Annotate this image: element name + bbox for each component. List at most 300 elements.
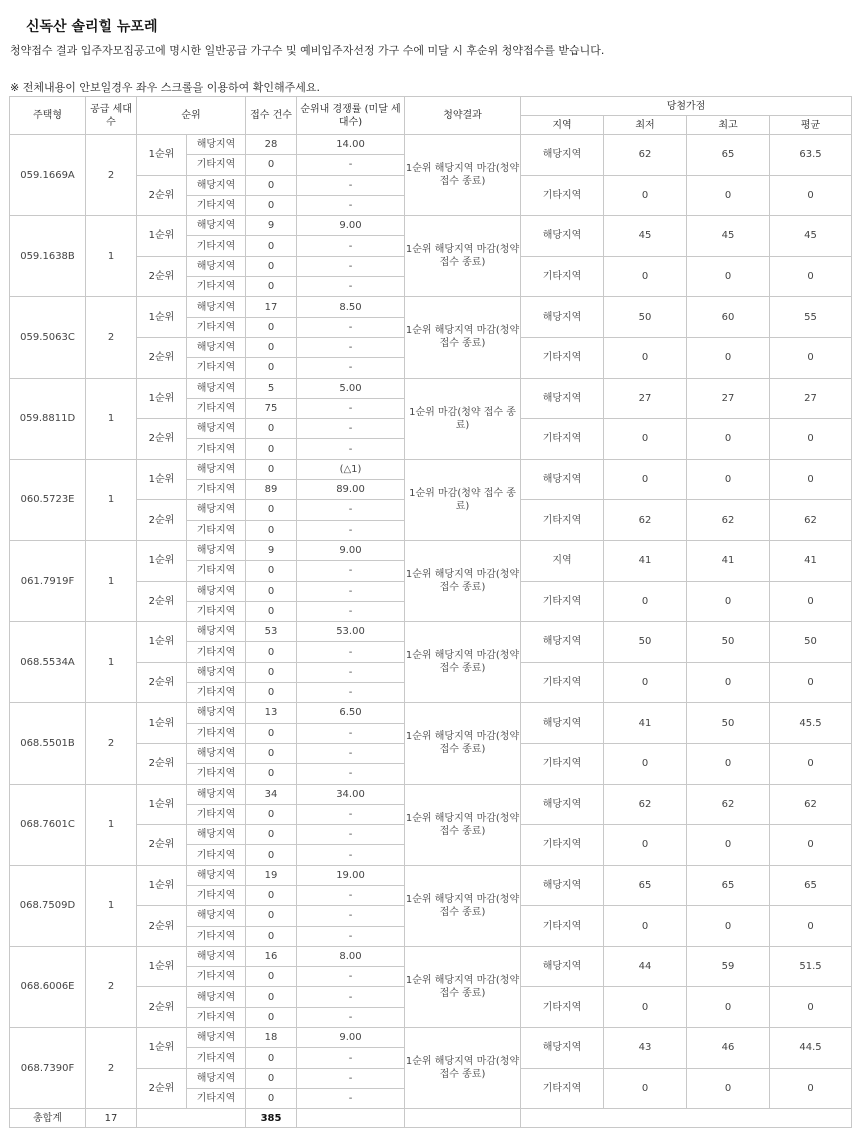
score-max-cell: 59 — [687, 946, 770, 987]
competition-cell: - — [297, 277, 405, 297]
competition-cell: - — [297, 987, 405, 1007]
rank-cell: 2순위 — [137, 987, 187, 1028]
score-max-cell: 0 — [687, 906, 770, 947]
totals-units: 17 — [86, 1109, 137, 1128]
applications-cell: 17 — [246, 297, 297, 317]
result-cell: 1순위 마감(청약 접수 종료) — [405, 459, 521, 540]
score-avg-cell: 62 — [770, 784, 852, 825]
table-row — [10, 540, 852, 560]
score-avg-cell: 45 — [770, 216, 852, 257]
applications-cell: 0 — [246, 195, 297, 215]
score-max-cell: 0 — [687, 459, 770, 500]
supply-units-cell: 2 — [86, 135, 137, 216]
totals-empty-result — [405, 1109, 521, 1128]
rank-cell: 1순위 — [137, 135, 187, 176]
score-region-cell: 해당지역 — [521, 784, 604, 825]
area-cell: 기타지역 — [187, 601, 246, 621]
score-min-cell: 44 — [604, 946, 687, 987]
applications-cell: 0 — [246, 358, 297, 378]
score-avg-cell: 63.5 — [770, 135, 852, 176]
score-min-cell: 0 — [604, 662, 687, 703]
score-min-cell: 41 — [604, 540, 687, 581]
applications-cell: 0 — [246, 277, 297, 297]
applications-cell: 0 — [246, 987, 297, 1007]
competition-cell: - — [297, 337, 405, 357]
header-region: 지역 — [521, 116, 604, 135]
header-house-type: 주택형 — [10, 97, 86, 135]
applications-cell: 0 — [246, 439, 297, 459]
score-min-cell: 0 — [604, 175, 687, 216]
competition-cell: - — [297, 256, 405, 276]
result-cell: 1순위 해당지역 마감(청약 접수 종료) — [405, 540, 521, 621]
score-max-cell: 0 — [687, 175, 770, 216]
area-cell: 기타지역 — [187, 764, 246, 784]
applications-cell: 0 — [246, 723, 297, 743]
house-type-cell: 068.6006E — [10, 946, 86, 1027]
house-type-cell: 068.5501B — [10, 703, 86, 784]
score-avg-cell: 0 — [770, 987, 852, 1028]
header-avg: 평균 — [770, 116, 852, 135]
score-max-cell: 50 — [687, 703, 770, 744]
area-cell: 해당지역 — [187, 825, 246, 845]
area-cell: 기타지역 — [187, 520, 246, 540]
score-region-cell: 기타지역 — [521, 175, 604, 216]
competition-cell: 9.00 — [297, 1028, 405, 1048]
page-description: 청약접수 결과 입주자모집공고에 명시한 일반공급 가구수 및 예비입주자선정 가구 수에 미달 시 후순위 청약접수를 받습니다. — [10, 44, 605, 57]
supply-units-cell: 1 — [86, 459, 137, 540]
applications-cell: 19 — [246, 865, 297, 885]
score-avg-cell: 27 — [770, 378, 852, 419]
area-cell: 해당지역 — [187, 743, 246, 763]
house-type-cell: 068.7390F — [10, 1028, 86, 1109]
competition-cell: 5.00 — [297, 378, 405, 398]
competition-cell: - — [297, 885, 405, 905]
score-min-cell: 43 — [604, 1028, 687, 1069]
applications-cell: 0 — [246, 175, 297, 195]
score-avg-cell: 0 — [770, 743, 852, 784]
score-region-cell: 기타지역 — [521, 987, 604, 1028]
applications-cell: 0 — [246, 743, 297, 763]
area-cell: 해당지역 — [187, 297, 246, 317]
supply-units-cell: 1 — [86, 784, 137, 865]
score-region-cell: 기타지역 — [521, 581, 604, 622]
table-row — [10, 216, 852, 236]
score-max-cell: 0 — [687, 825, 770, 866]
score-min-cell: 0 — [604, 1068, 687, 1109]
table-row — [10, 703, 852, 723]
competition-cell: - — [297, 155, 405, 175]
totals-empty-score — [521, 1109, 852, 1128]
score-avg-cell: 0 — [770, 1068, 852, 1109]
score-avg-cell: 0 — [770, 256, 852, 297]
rank-cell: 1순위 — [137, 378, 187, 419]
score-max-cell: 41 — [687, 540, 770, 581]
competition-cell: 19.00 — [297, 865, 405, 885]
result-cell: 1순위 해당지역 마감(청약 접수 종료) — [405, 946, 521, 1027]
area-cell: 기타지역 — [187, 358, 246, 378]
applications-cell: 28 — [246, 135, 297, 155]
score-avg-cell: 0 — [770, 459, 852, 500]
score-max-cell: 0 — [687, 581, 770, 622]
area-cell: 기타지역 — [187, 723, 246, 743]
score-max-cell: 62 — [687, 784, 770, 825]
totals-row — [10, 1109, 852, 1128]
applications-cell: 0 — [246, 885, 297, 905]
score-region-cell: 기타지역 — [521, 662, 604, 703]
applications-cell: 0 — [246, 419, 297, 439]
area-cell: 해당지역 — [187, 581, 246, 601]
table-row — [10, 459, 852, 479]
competition-cell: - — [297, 804, 405, 824]
score-min-cell: 0 — [604, 906, 687, 947]
competition-cell: - — [297, 642, 405, 662]
competition-cell: 53.00 — [297, 622, 405, 642]
area-cell: 기타지역 — [187, 439, 246, 459]
applications-cell: 13 — [246, 703, 297, 723]
competition-cell: 89.00 — [297, 480, 405, 500]
competition-cell: 8.00 — [297, 946, 405, 966]
area-cell: 해당지역 — [187, 135, 246, 155]
applications-cell: 0 — [246, 845, 297, 865]
applications-cell: 0 — [246, 804, 297, 824]
score-avg-cell: 65 — [770, 865, 852, 906]
score-min-cell: 41 — [604, 703, 687, 744]
score-min-cell: 0 — [604, 419, 687, 460]
applications-cell: 0 — [246, 1007, 297, 1027]
area-cell: 기타지역 — [187, 804, 246, 824]
area-cell: 해당지역 — [187, 784, 246, 804]
result-cell: 1순위 해당지역 마감(청약 접수 종료) — [405, 784, 521, 865]
competition-cell: - — [297, 845, 405, 865]
area-cell: 해당지역 — [187, 216, 246, 236]
table-row — [10, 865, 852, 885]
applications-cell: 0 — [246, 683, 297, 703]
score-avg-cell: 51.5 — [770, 946, 852, 987]
rank-cell: 2순위 — [137, 256, 187, 297]
area-cell: 기타지역 — [187, 317, 246, 337]
rank-cell: 1순위 — [137, 622, 187, 663]
table-row — [10, 297, 852, 317]
scroll-notice: ※ 전체내용이 안보일경우 좌우 스크롤을 이용하여 확인해주세요. — [10, 81, 320, 94]
totals-applications: 385 — [246, 1109, 297, 1128]
score-min-cell: 0 — [604, 337, 687, 378]
area-cell: 기타지역 — [187, 1048, 246, 1068]
applications-cell: 0 — [246, 967, 297, 987]
score-min-cell: 0 — [604, 825, 687, 866]
score-region-cell: 해당지역 — [521, 865, 604, 906]
rank-cell: 2순위 — [137, 337, 187, 378]
competition-cell: - — [297, 906, 405, 926]
applications-cell: 0 — [246, 520, 297, 540]
score-avg-cell: 0 — [770, 906, 852, 947]
score-avg-cell: 0 — [770, 825, 852, 866]
supply-units-cell: 1 — [86, 378, 137, 459]
score-max-cell: 60 — [687, 297, 770, 338]
score-region-cell: 해당지역 — [521, 1028, 604, 1069]
competition-cell: - — [297, 358, 405, 378]
score-region-cell: 해당지역 — [521, 297, 604, 338]
score-max-cell: 0 — [687, 987, 770, 1028]
applications-cell: 0 — [246, 1088, 297, 1108]
competition-cell: - — [297, 236, 405, 256]
area-cell: 해당지역 — [187, 1068, 246, 1088]
applications-cell: 89 — [246, 480, 297, 500]
house-type-cell: 068.5534A — [10, 622, 86, 703]
area-cell: 기타지역 — [187, 926, 246, 946]
rank-cell: 2순위 — [137, 743, 187, 784]
score-region-cell: 해당지역 — [521, 459, 604, 500]
area-cell: 기타지역 — [187, 967, 246, 987]
score-min-cell: 0 — [604, 581, 687, 622]
applications-cell: 0 — [246, 317, 297, 337]
result-cell: 1순위 마감(청약 접수 종료) — [405, 378, 521, 459]
supply-units-cell: 2 — [86, 1028, 137, 1109]
area-cell: 기타지역 — [187, 561, 246, 581]
totals-label: 총합계 — [10, 1109, 86, 1128]
score-avg-cell: 0 — [770, 337, 852, 378]
rank-cell: 2순위 — [137, 581, 187, 622]
subscription-result-table — [9, 96, 852, 1128]
rank-cell: 2순위 — [137, 1068, 187, 1109]
score-min-cell: 0 — [604, 459, 687, 500]
competition-cell: - — [297, 195, 405, 215]
applications-cell: 18 — [246, 1028, 297, 1048]
applications-cell: 0 — [246, 1048, 297, 1068]
applications-cell: 0 — [246, 825, 297, 845]
area-cell: 해당지역 — [187, 865, 246, 885]
score-avg-cell: 0 — [770, 662, 852, 703]
competition-cell: - — [297, 662, 405, 682]
area-cell: 해당지역 — [187, 378, 246, 398]
rank-cell: 2순위 — [137, 825, 187, 866]
header-max: 최고 — [687, 116, 770, 135]
rank-cell: 1순위 — [137, 1028, 187, 1069]
score-min-cell: 62 — [604, 784, 687, 825]
applications-cell: 0 — [246, 601, 297, 621]
house-type-cell: 059.1669A — [10, 135, 86, 216]
competition-cell: - — [297, 500, 405, 520]
applications-cell: 0 — [246, 642, 297, 662]
competition-cell: - — [297, 317, 405, 337]
area-cell: 기타지역 — [187, 277, 246, 297]
competition-cell: (△1) — [297, 459, 405, 479]
score-max-cell: 0 — [687, 662, 770, 703]
score-region-cell: 기타지역 — [521, 337, 604, 378]
competition-cell: - — [297, 561, 405, 581]
area-cell: 해당지역 — [187, 256, 246, 276]
score-max-cell: 27 — [687, 378, 770, 419]
competition-cell: - — [297, 825, 405, 845]
applications-cell: 5 — [246, 378, 297, 398]
competition-cell: 14.00 — [297, 135, 405, 155]
rank-cell: 2순위 — [137, 662, 187, 703]
house-type-cell: 068.7509D — [10, 865, 86, 946]
score-avg-cell: 62 — [770, 500, 852, 541]
score-region-cell: 기타지역 — [521, 743, 604, 784]
applications-cell: 0 — [246, 662, 297, 682]
header-winning-score: 당첨가점 — [521, 97, 852, 116]
result-cell: 1순위 해당지역 마감(청약 접수 종료) — [405, 216, 521, 297]
score-avg-cell: 50 — [770, 622, 852, 663]
applications-cell: 0 — [246, 926, 297, 946]
applications-cell: 0 — [246, 906, 297, 926]
score-min-cell: 65 — [604, 865, 687, 906]
rank-cell: 1순위 — [137, 865, 187, 906]
result-cell: 1순위 해당지역 마감(청약 접수 종료) — [405, 622, 521, 703]
score-max-cell: 65 — [687, 135, 770, 176]
applications-cell: 75 — [246, 398, 297, 418]
result-cell: 1순위 해당지역 마감(청약 접수 종료) — [405, 703, 521, 784]
score-region-cell: 지역 — [521, 540, 604, 581]
rank-cell: 2순위 — [137, 419, 187, 460]
rank-cell: 1순위 — [137, 297, 187, 338]
area-cell: 해당지역 — [187, 1028, 246, 1048]
area-cell: 기타지역 — [187, 885, 246, 905]
table-row — [10, 946, 852, 966]
score-min-cell: 0 — [604, 743, 687, 784]
header-result: 청약결과 — [405, 97, 521, 135]
score-max-cell: 0 — [687, 743, 770, 784]
applications-cell: 0 — [246, 561, 297, 581]
supply-units-cell: 1 — [86, 540, 137, 621]
applications-cell: 0 — [246, 337, 297, 357]
supply-units-cell: 2 — [86, 703, 137, 784]
score-region-cell: 해당지역 — [521, 378, 604, 419]
applications-cell: 0 — [246, 155, 297, 175]
score-min-cell: 27 — [604, 378, 687, 419]
competition-cell: - — [297, 601, 405, 621]
score-min-cell: 0 — [604, 256, 687, 297]
score-min-cell: 45 — [604, 216, 687, 257]
score-region-cell: 기타지역 — [521, 1068, 604, 1109]
score-region-cell: 해당지역 — [521, 946, 604, 987]
rank-cell: 1순위 — [137, 946, 187, 987]
table-row — [10, 135, 852, 155]
competition-cell: - — [297, 1068, 405, 1088]
score-min-cell: 62 — [604, 135, 687, 176]
score-region-cell: 기타지역 — [521, 500, 604, 541]
applications-cell: 0 — [246, 256, 297, 276]
rank-cell: 1순위 — [137, 703, 187, 744]
house-type-cell: 059.1638B — [10, 216, 86, 297]
area-cell: 기타지역 — [187, 398, 246, 418]
area-cell: 기타지역 — [187, 642, 246, 662]
competition-cell: - — [297, 520, 405, 540]
totals-empty-competition — [297, 1109, 405, 1128]
table-row — [10, 1028, 852, 1048]
supply-units-cell: 1 — [86, 622, 137, 703]
supply-units-cell: 1 — [86, 216, 137, 297]
competition-cell: - — [297, 743, 405, 763]
supply-units-cell: 1 — [86, 865, 137, 946]
table-body — [10, 135, 852, 1109]
header-min: 최저 — [604, 116, 687, 135]
score-max-cell: 0 — [687, 419, 770, 460]
area-cell: 해당지역 — [187, 987, 246, 1007]
rank-cell: 1순위 — [137, 784, 187, 825]
house-type-cell: 059.5063C — [10, 297, 86, 378]
area-cell: 기타지역 — [187, 845, 246, 865]
score-avg-cell: 41 — [770, 540, 852, 581]
applications-cell: 9 — [246, 540, 297, 560]
area-cell: 해당지역 — [187, 622, 246, 642]
competition-cell: 8.50 — [297, 297, 405, 317]
score-max-cell: 45 — [687, 216, 770, 257]
table-row — [10, 378, 852, 398]
supply-units-cell: 2 — [86, 946, 137, 1027]
header-competition: 순위내 경쟁률 (미달 세대수) — [297, 97, 405, 135]
header-applications: 접수 건수 — [246, 97, 297, 135]
area-cell: 해당지역 — [187, 337, 246, 357]
result-cell: 1순위 해당지역 마감(청약 접수 종료) — [405, 865, 521, 946]
score-max-cell: 0 — [687, 337, 770, 378]
score-region-cell: 해당지역 — [521, 622, 604, 663]
area-cell: 기타지역 — [187, 480, 246, 500]
applications-cell: 0 — [246, 459, 297, 479]
rank-cell: 1순위 — [137, 540, 187, 581]
competition-cell: - — [297, 1048, 405, 1068]
applications-cell: 0 — [246, 581, 297, 601]
score-max-cell: 0 — [687, 1068, 770, 1109]
score-avg-cell: 0 — [770, 175, 852, 216]
score-region-cell: 기타지역 — [521, 906, 604, 947]
area-cell: 해당지역 — [187, 459, 246, 479]
competition-cell: - — [297, 419, 405, 439]
score-avg-cell: 45.5 — [770, 703, 852, 744]
result-cell: 1순위 해당지역 마감(청약 접수 종료) — [405, 135, 521, 216]
score-min-cell: 50 — [604, 297, 687, 338]
totals-empty-rank — [137, 1109, 246, 1128]
score-region-cell: 기타지역 — [521, 256, 604, 297]
area-cell: 해당지역 — [187, 540, 246, 560]
competition-cell: - — [297, 439, 405, 459]
rank-cell: 2순위 — [137, 906, 187, 947]
score-region-cell: 해당지역 — [521, 135, 604, 176]
competition-cell: - — [297, 398, 405, 418]
competition-cell: - — [297, 1007, 405, 1027]
score-max-cell: 62 — [687, 500, 770, 541]
competition-cell: - — [297, 967, 405, 987]
competition-cell: - — [297, 683, 405, 703]
area-cell: 기타지역 — [187, 195, 246, 215]
area-cell: 기타지역 — [187, 1088, 246, 1108]
score-region-cell: 해당지역 — [521, 703, 604, 744]
competition-cell: 9.00 — [297, 540, 405, 560]
rank-cell: 2순위 — [137, 500, 187, 541]
rank-cell: 2순위 — [137, 175, 187, 216]
result-cell: 1순위 해당지역 마감(청약 접수 종료) — [405, 297, 521, 378]
house-type-cell: 059.8811D — [10, 378, 86, 459]
score-max-cell: 65 — [687, 865, 770, 906]
competition-cell: 9.00 — [297, 216, 405, 236]
competition-cell: - — [297, 581, 405, 601]
score-avg-cell: 55 — [770, 297, 852, 338]
applications-cell: 0 — [246, 236, 297, 256]
area-cell: 해당지역 — [187, 946, 246, 966]
result-cell: 1순위 해당지역 마감(청약 접수 종료) — [405, 1028, 521, 1109]
applications-cell: 53 — [246, 622, 297, 642]
score-avg-cell: 44.5 — [770, 1028, 852, 1069]
competition-cell: - — [297, 764, 405, 784]
area-cell: 기타지역 — [187, 1007, 246, 1027]
competition-cell: 34.00 — [297, 784, 405, 804]
applications-cell: 34 — [246, 784, 297, 804]
house-type-cell: 068.7601C — [10, 784, 86, 865]
score-avg-cell: 0 — [770, 581, 852, 622]
area-cell: 기타지역 — [187, 155, 246, 175]
rank-cell: 1순위 — [137, 216, 187, 257]
competition-cell: - — [297, 1088, 405, 1108]
